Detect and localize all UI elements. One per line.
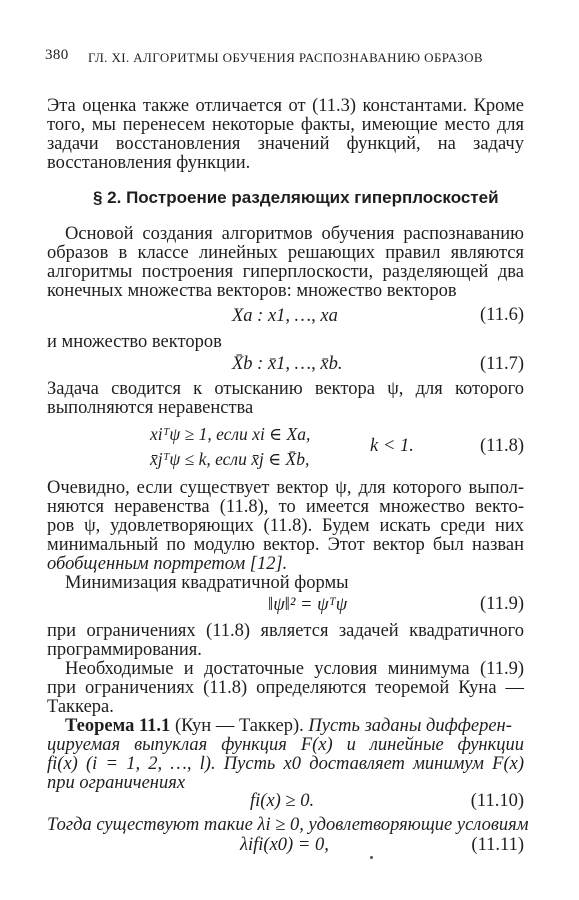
intro-line-2: того, мы перенесем некоторые факты, имеющие место для bbox=[47, 115, 524, 135]
equation-11-11: λifi(x0) = 0, bbox=[240, 835, 329, 855]
theorem-line-3: fi(x) (i = 1, 2, …, l). Пусть x0 доставляет минимум F(x) bbox=[47, 754, 524, 774]
p6-line-1: Необходимые и достаточные условия минимума (11.9) bbox=[65, 659, 524, 679]
section-title: § 2. Построение разделяющих гиперплоскостей bbox=[93, 188, 499, 207]
running-title: ГЛ. XI. АЛГОРИТМЫ ОБУЧЕНИЯ РАСПОЗНАВАНИЮ ОБРАЗОВ bbox=[88, 50, 484, 65]
p6-line-3: Таккера. bbox=[47, 697, 114, 717]
then-line: Тогда существуют такие λi ≥ 0, удовлетворяющие условиям bbox=[47, 815, 529, 835]
equation-11-9: ‖ψ‖² = ψᵀψ bbox=[268, 595, 348, 615]
theorem-line-4: при ограничениях bbox=[47, 773, 186, 793]
equation-number-11-10: (11.10) bbox=[470, 791, 524, 811]
p3-line-5: обобщенным портретом [12]. bbox=[47, 554, 288, 574]
p3-line-3: ров ψ, удовлетворяющих (11.8). Будем искать среди них bbox=[47, 516, 524, 536]
p2-line-1: Задача сводится к отысканию вектора ψ, для которого bbox=[47, 379, 524, 399]
equation-number-11-8: (11.8) bbox=[479, 436, 524, 456]
print-speck bbox=[370, 856, 373, 859]
p4-line: Минимизация квадратичной формы bbox=[65, 573, 349, 593]
intro-line-1: Эта оценка также отличается от (11.3) константами. Кроме bbox=[47, 96, 524, 116]
theorem-line-1 bbox=[65, 716, 524, 737]
p1-line-4: конечных множества векторов: множество векторов bbox=[47, 281, 457, 301]
p1-line-2: образов в классе линейных решающих правил являются bbox=[47, 243, 524, 263]
equation-11-8-condition: k < 1. bbox=[370, 436, 414, 456]
equation-number-11-7: (11.7) bbox=[479, 354, 524, 374]
p1-line-1: Основой создания алгоритмов обучения распознаванию bbox=[65, 224, 524, 244]
equation-number-11-11: (11.11) bbox=[471, 835, 524, 855]
p5-line-1: при ограничениях (11.8) является задачей квадратичного bbox=[47, 621, 524, 641]
intro-line-4: восстановления функции. bbox=[47, 153, 251, 173]
equation-number-11-9: (11.9) bbox=[479, 594, 524, 614]
p3-line-1: Очевидно, если существует вектор ψ, для которого выпол- bbox=[47, 478, 524, 498]
p3-line-2: няются неравенства (11.8), то имеется множество векто- bbox=[47, 497, 524, 517]
equation-11-7: X̄b : x̄1, …, x̄b. bbox=[232, 354, 343, 374]
theorem-text-1: Пусть заданы дифферен- bbox=[308, 716, 512, 736]
intro-line-3: задачи восстановления значений функций, на задачу bbox=[47, 134, 524, 154]
and-vectors-line: и множество векторов bbox=[47, 332, 222, 352]
equation-number-11-6: (11.6) bbox=[479, 305, 524, 325]
p5-line-2: программирования. bbox=[47, 640, 202, 660]
p1-line-3: алгоритмы построения гиперплоскости, разделяющей два bbox=[47, 262, 524, 282]
theorem-name: (Кун — Таккер). bbox=[174, 716, 304, 736]
equation-11-6: Xa : x1, …, xa bbox=[232, 306, 338, 326]
p3-line-4: минимальный по модулю вектор. Этот вектор был назван bbox=[47, 535, 524, 555]
page-number: 380 bbox=[45, 47, 69, 63]
equation-11-10: fi(x) ≥ 0. bbox=[250, 791, 315, 811]
theorem-label: Теорема 11.1 bbox=[65, 716, 171, 736]
equation-11-8-row-2: x̄jᵀψ ≤ k, если x̄j ∈ X̄b, bbox=[150, 449, 310, 469]
p2-line-2: выполняются неравенства bbox=[47, 398, 254, 418]
equation-11-8-row-1: xiᵀψ ≥ 1, если xi ∈ Xa, bbox=[150, 424, 311, 444]
theorem-line-2: цируемая выпуклая функция F(x) и линейные функции bbox=[47, 735, 524, 755]
p6-line-2: при ограничениях (11.8) определяются теоремой Куна — bbox=[47, 678, 524, 698]
